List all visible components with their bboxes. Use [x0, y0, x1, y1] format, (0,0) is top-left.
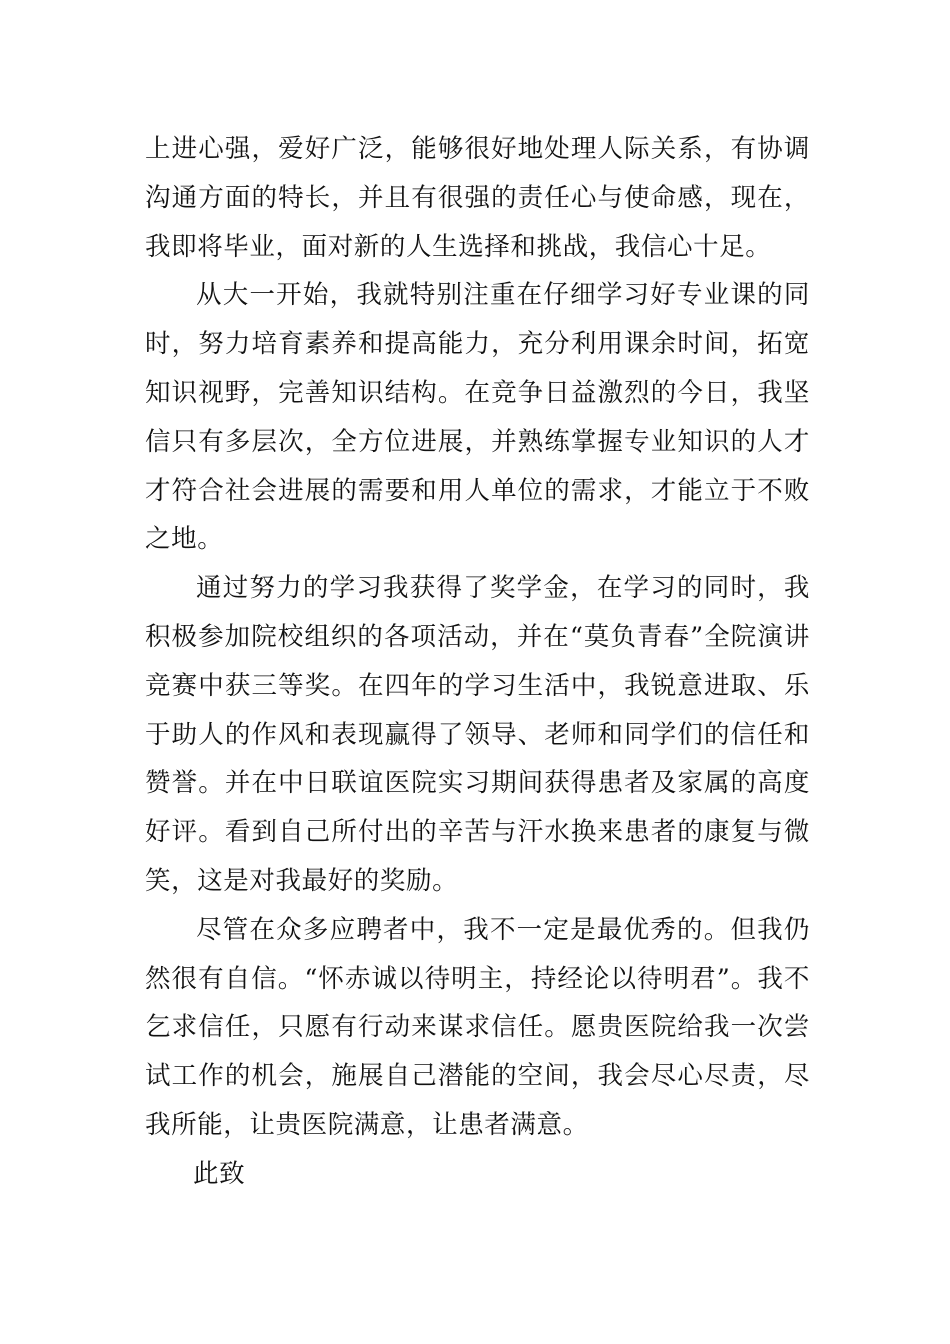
paragraph-achievements: 通过努力的学习我获得了奖学金，在学习的同时，我积极参加院校组织的各项活动，并在“莫负青春”全院演讲竞赛中获三等奖。在四年的学习生活中，我锐意进取、乐于助人的作风和表现赢得了领导、老师和同学们的信任和赞誉。并在中日联谊医院实习期间获得患者及家属的高度好评。看到自己所付出的辛苦与汗水换来患者的康复与微笑，这是对我最好的奖励。 — [145, 573, 810, 896]
paragraph-studies: 从大一开始，我就特别注重在仔细学习好专业课的同时，努力培育素养和提高能力，充分利用课余时间，拓宽知识视野，完善知识结构。在竞争日益激烈的今日，我坚信只有多层次，全方位进展，并熟练掌握专业知识的人才才符合社会进展的需要和用人单位的需求，才能立于不败之地。 — [145, 280, 810, 555]
letter-body — [145, 125, 810, 1199]
closing-salutation: 此致 — [193, 1158, 246, 1189]
paragraph-continuation: 上进心强，爱好广泛，能够很好地处理人际关系，有协调沟通方面的特长，并且有很强的责任心与使命感，现在，我即将毕业，面对新的人生选择和挑战，我信心十足。 — [145, 134, 810, 262]
paragraph-confidence: 尽管在众多应聘者中，我不一定是最优秀的。但我仍然很有自信。“怀赤诚以待明主，持经论以待明君”。我不乞求信任，只愿有行动来谋求信任。愿贵医院给我一次尝试工作的机会，施展自己潜能的空间，我会尽心尽责，尽我所能，让贵医院满意，让患者满意。 — [145, 914, 810, 1140]
